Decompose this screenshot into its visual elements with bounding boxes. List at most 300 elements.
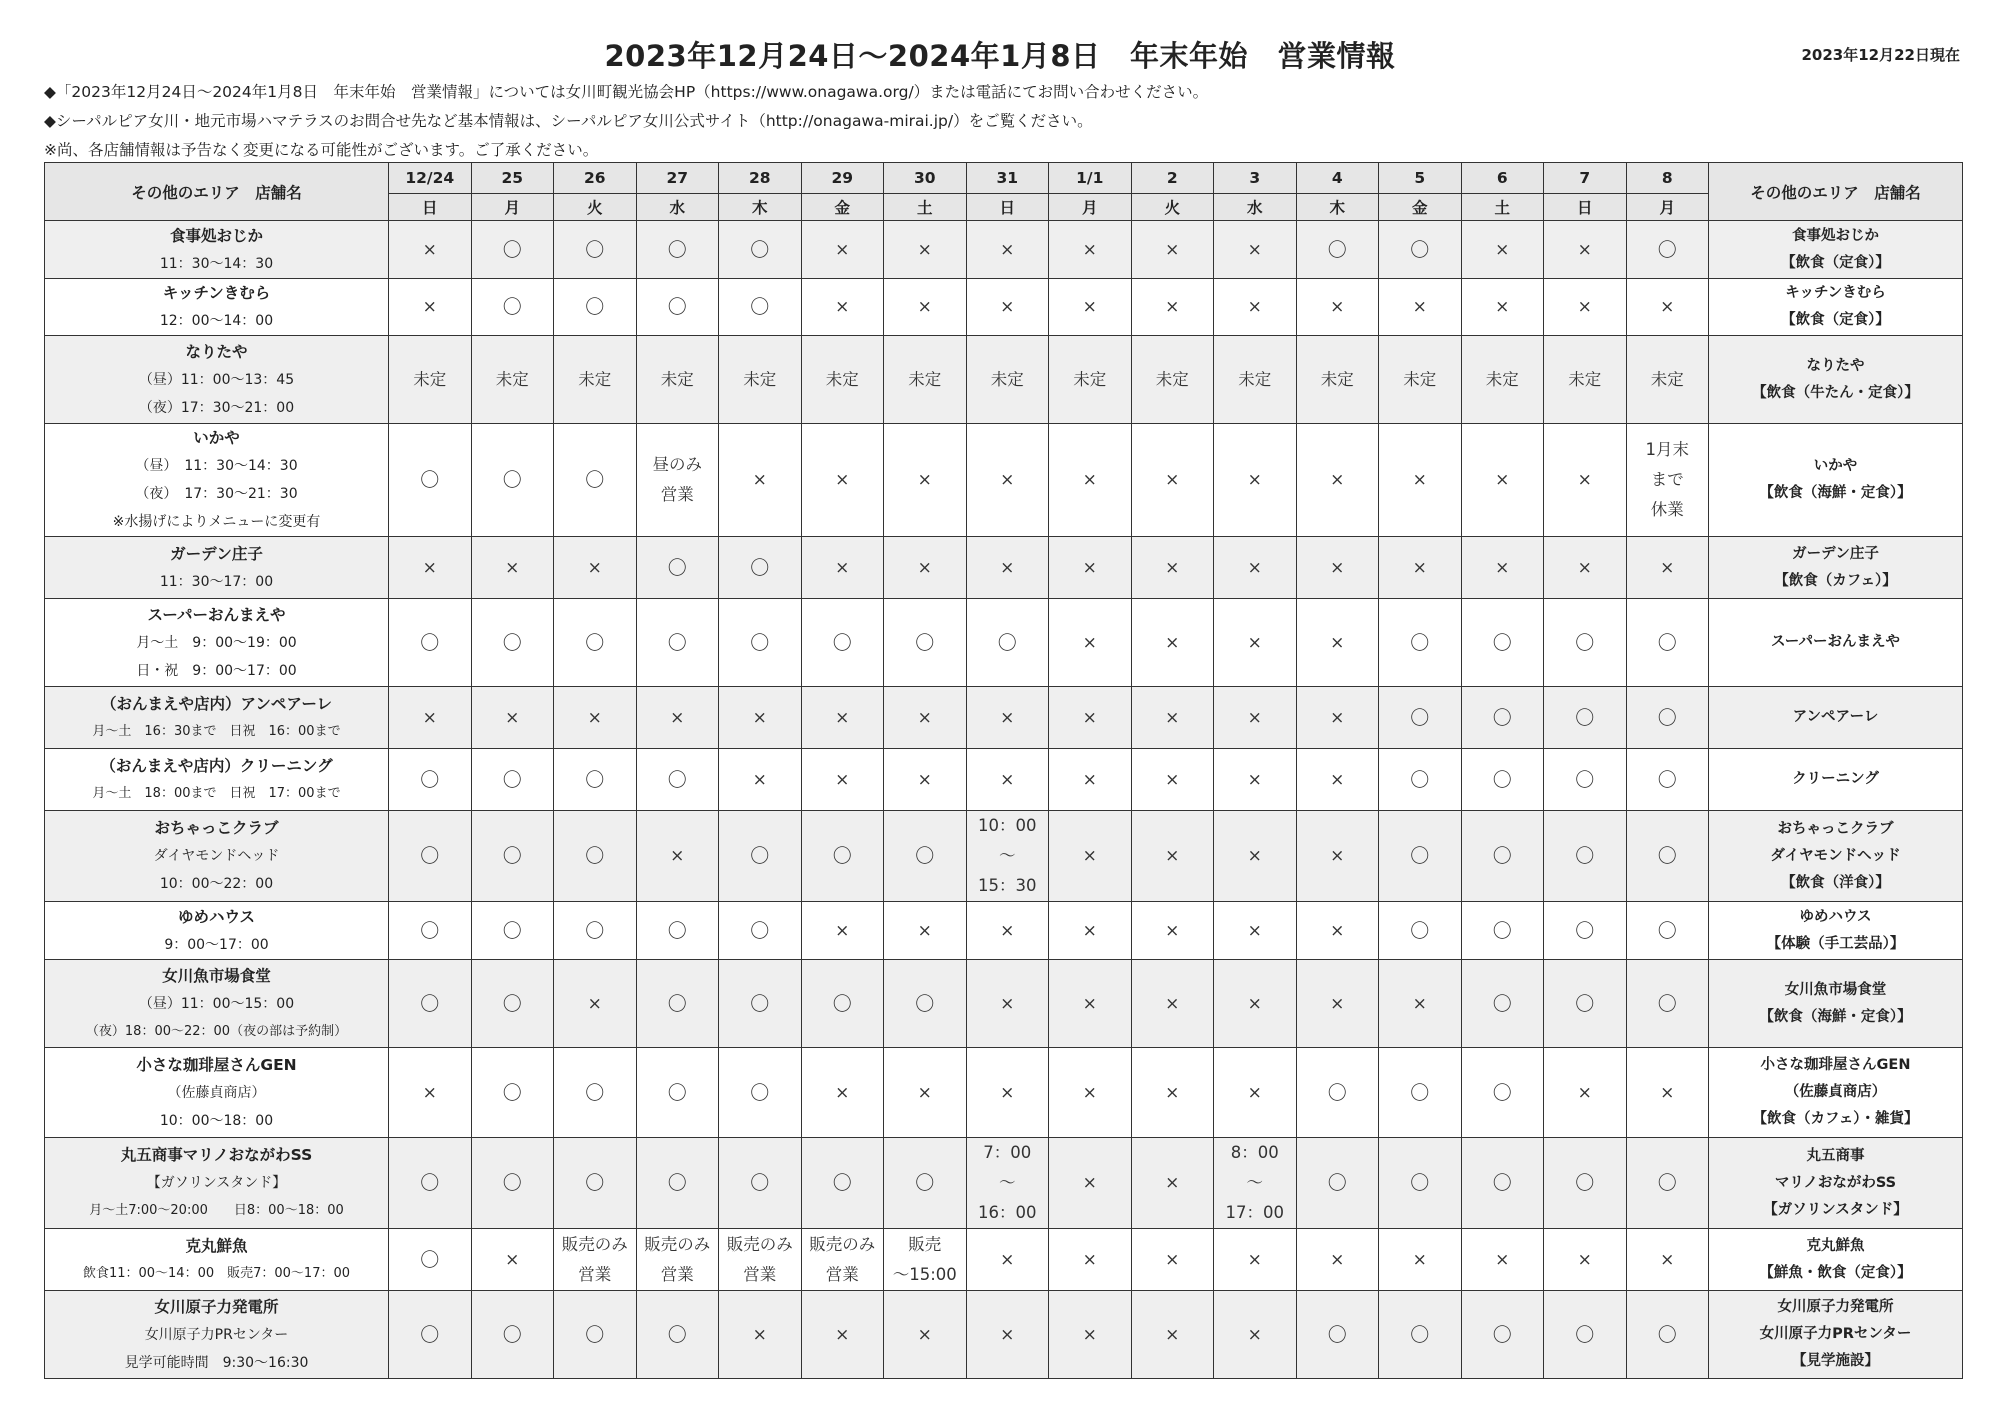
- store-category: 【見学施設】: [1792, 1353, 1879, 1369]
- status-note: [966, 1138, 1049, 1229]
- status-text: ×: [1247, 1324, 1262, 1345]
- status-closed: [966, 749, 1049, 811]
- status-open: [1461, 599, 1544, 687]
- store-name: おちゃっこクラブ: [154, 819, 279, 837]
- status-open: [1379, 902, 1462, 960]
- status-text: ×: [917, 1324, 932, 1345]
- status-text: ×: [670, 707, 685, 728]
- status-text: 〇: [750, 238, 770, 261]
- status-text: ×: [835, 1082, 850, 1103]
- status-closed: [554, 687, 637, 749]
- store-label: 克丸鮮魚: [1806, 1237, 1865, 1254]
- status-text: ×: [1000, 1249, 1015, 1270]
- status-text: 〇: [1575, 631, 1595, 654]
- status-closed: [1049, 599, 1132, 687]
- status-open: [1461, 1291, 1544, 1379]
- status-text: 〇: [420, 469, 440, 491]
- status-open: [636, 1291, 719, 1379]
- store-category: 【飲食（カフェ）・雑貨】: [1752, 1111, 1919, 1127]
- store-hours: 日・祝 9：00～17：00: [136, 662, 297, 679]
- status-text: ×: [917, 297, 932, 317]
- status-open: [554, 599, 637, 687]
- status-open: [1296, 1291, 1379, 1379]
- status-text: ×: [505, 1249, 520, 1270]
- status-text: 未定: [1238, 369, 1272, 389]
- status-closed: [884, 279, 967, 336]
- status-text: 〇: [832, 992, 852, 1015]
- status-open: [719, 1048, 802, 1138]
- status-closed: [1214, 537, 1297, 599]
- status-text: ×: [1247, 1082, 1262, 1103]
- status-open: [471, 221, 554, 279]
- status-open: [884, 599, 967, 687]
- status-text: ×: [1082, 846, 1097, 866]
- status-closed: [1131, 1138, 1214, 1229]
- business-hours-table: [44, 162, 1963, 1379]
- status-closed: [1131, 599, 1214, 687]
- status-open: [636, 902, 719, 960]
- status-text: ×: [1577, 557, 1592, 578]
- status-open: [1544, 960, 1627, 1048]
- store-label: ガーデン庄子: [1792, 545, 1879, 562]
- status-text: ×: [1330, 993, 1345, 1014]
- status-text: 〇: [1327, 1172, 1347, 1194]
- status-closed: [801, 537, 884, 599]
- status-text: ×: [1330, 297, 1345, 317]
- status-open: [636, 221, 719, 279]
- status-open: [471, 1048, 554, 1138]
- status-closed: [801, 1048, 884, 1138]
- status-closed: [554, 537, 637, 599]
- status-closed: [801, 1291, 884, 1379]
- status-text: ×: [1660, 297, 1675, 317]
- weekday-header: 月: [1049, 194, 1132, 221]
- status-closed: [1544, 424, 1627, 537]
- status-text: 〇: [750, 1081, 770, 1104]
- status-text: ×: [1247, 632, 1262, 653]
- status-text: 〇: [1657, 992, 1677, 1015]
- status-closed: [884, 537, 967, 599]
- status-closed: [966, 1048, 1049, 1138]
- store-hours: 見学可能時間 9:30～16:30: [124, 1354, 309, 1371]
- status-text: 〇: [502, 768, 522, 791]
- date-header: 7: [1544, 163, 1627, 194]
- store-category: マリノおながわSS: [1774, 1174, 1897, 1191]
- status-text: 未定: [1650, 369, 1684, 389]
- as-of-date: 2023年12月22日現在: [1801, 46, 1960, 64]
- date-header: 27: [636, 163, 719, 194]
- status-closed: [1214, 960, 1297, 1048]
- status-open: [471, 599, 554, 687]
- status-open: [636, 749, 719, 811]
- status-closed: [1296, 960, 1379, 1048]
- status-text: まで: [1650, 470, 1684, 489]
- status-text: 〇: [1327, 1323, 1347, 1346]
- status-open: [1379, 1291, 1462, 1379]
- status-text: 〇: [502, 296, 522, 318]
- status-closed: [1379, 424, 1462, 537]
- status-closed: [1131, 811, 1214, 902]
- status-text: 〇: [1492, 845, 1512, 867]
- status-text: 〇: [750, 556, 770, 579]
- store-name-cell: [45, 960, 389, 1048]
- status-closed: [801, 749, 884, 811]
- status-text: 〇: [585, 631, 605, 654]
- status-closed: [1049, 279, 1132, 336]
- date-header: 28: [719, 163, 802, 194]
- status-note: [636, 336, 719, 424]
- status-text: ×: [1330, 846, 1345, 866]
- status-closed: [1131, 960, 1214, 1048]
- status-closed: [1461, 537, 1544, 599]
- store-category: 【飲食（海鮮・定食）】: [1759, 1008, 1912, 1025]
- status-text: 1月末: [1645, 440, 1689, 459]
- status-note: [884, 336, 967, 424]
- status-text: 〇: [1575, 1323, 1595, 1346]
- status-text: 〇: [1657, 919, 1677, 942]
- status-note: [1626, 424, 1709, 537]
- store-category: 【飲食（カフェ）】: [1774, 572, 1897, 589]
- status-text: ×: [1577, 297, 1592, 317]
- status-open: [719, 599, 802, 687]
- store-label: おちゃっこクラブ: [1777, 820, 1894, 837]
- right-header: その他のエリア 店舗名: [1709, 163, 1963, 221]
- table-row: [45, 811, 1963, 902]
- status-closed: [719, 749, 802, 811]
- status-text: 〇: [1575, 992, 1595, 1015]
- store-category-cell: [1709, 902, 1963, 960]
- status-open: [1379, 1138, 1462, 1229]
- status-text: ×: [835, 707, 850, 728]
- store-name: （おんまえや店内）クリーニング: [100, 756, 333, 775]
- store-label: ゆめハウス: [1799, 908, 1872, 925]
- status-closed: [1461, 221, 1544, 279]
- status-text: ×: [1165, 993, 1180, 1014]
- status-closed: [801, 687, 884, 749]
- status-text: ×: [670, 846, 685, 866]
- status-closed: [1049, 749, 1132, 811]
- status-note: [966, 811, 1049, 902]
- status-text: 〇: [915, 992, 935, 1015]
- status-text: ×: [1000, 557, 1015, 578]
- status-open: [389, 960, 472, 1048]
- status-text: 〇: [1410, 919, 1430, 942]
- table-row: [45, 424, 1963, 537]
- store-category-cell: [1709, 221, 1963, 279]
- status-text: ×: [1082, 239, 1097, 260]
- store-category: 【飲食（海鮮・定食）】: [1759, 485, 1912, 501]
- status-text: ×: [1000, 993, 1015, 1014]
- status-open: [1544, 902, 1627, 960]
- status-text: 〇: [915, 845, 935, 867]
- status-text: ×: [1000, 297, 1015, 317]
- status-text: ×: [1165, 1324, 1180, 1345]
- status-text: 〇: [420, 1172, 440, 1194]
- store-name-cell: [45, 279, 389, 336]
- status-closed: [1131, 279, 1214, 336]
- status-text: 〇: [1575, 706, 1595, 729]
- store-category-cell: [1709, 811, 1963, 902]
- status-closed: [1131, 902, 1214, 960]
- store-category: ダイヤモンドヘッド: [1770, 847, 1901, 864]
- status-text: 〇: [420, 1248, 440, 1271]
- status-text: ×: [1000, 470, 1015, 490]
- status-text: ×: [1412, 297, 1427, 317]
- status-open: [884, 811, 967, 902]
- status-text: 〇: [1410, 1323, 1430, 1346]
- status-closed: [1049, 1138, 1132, 1229]
- status-closed: [966, 1229, 1049, 1291]
- status-closed: [1379, 537, 1462, 599]
- status-open: [719, 811, 802, 902]
- status-closed: [966, 221, 1049, 279]
- status-text: ×: [917, 1082, 932, 1103]
- status-open: [1461, 1048, 1544, 1138]
- status-text: ×: [917, 769, 932, 790]
- status-open: [1626, 1291, 1709, 1379]
- status-text: 未定: [495, 369, 529, 389]
- status-open: [636, 279, 719, 336]
- status-text: 〇: [1410, 768, 1430, 791]
- status-closed: [1544, 1229, 1627, 1291]
- store-category-cell: [1709, 424, 1963, 537]
- status-note: [801, 1229, 884, 1291]
- weekday-header: 金: [801, 194, 884, 221]
- store-name: いかや: [193, 429, 240, 447]
- status-closed: [1544, 1048, 1627, 1138]
- status-text: 〇: [502, 845, 522, 867]
- status-open: [471, 749, 554, 811]
- status-closed: [1049, 221, 1132, 279]
- status-text: 〇: [667, 556, 687, 579]
- status-text: 〇: [1492, 992, 1512, 1015]
- status-text: 〇: [832, 1172, 852, 1194]
- status-text: ×: [835, 769, 850, 790]
- status-text: ×: [1412, 1249, 1427, 1270]
- status-text: 〇: [1492, 706, 1512, 729]
- status-open: [884, 1138, 967, 1229]
- status-open: [719, 221, 802, 279]
- status-text: ×: [1165, 632, 1180, 653]
- status-open: [1461, 687, 1544, 749]
- status-closed: [801, 424, 884, 537]
- status-open: [719, 1138, 802, 1229]
- date-header: 6: [1461, 163, 1544, 194]
- status-text: 販売のみ: [809, 1234, 876, 1254]
- status-open: [471, 1138, 554, 1229]
- store-hours: （昼）11：00～15：00: [138, 995, 295, 1012]
- status-text: ×: [752, 769, 767, 790]
- status-text: 〇: [667, 768, 687, 791]
- store-hours: （昼） 11：30～14：30: [135, 458, 298, 474]
- status-note: [1544, 336, 1627, 424]
- status-text: ×: [1165, 239, 1180, 260]
- status-text: ×: [1000, 920, 1015, 941]
- status-open: [1379, 221, 1462, 279]
- status-text: ×: [1247, 470, 1262, 490]
- status-text: ×: [1082, 1082, 1097, 1103]
- date-header: 3: [1214, 163, 1297, 194]
- store-name-cell: [45, 687, 389, 749]
- status-text: 未定: [990, 369, 1024, 389]
- status-text: ×: [1165, 297, 1180, 317]
- store-category-cell: [1709, 960, 1963, 1048]
- table-row: [45, 537, 1963, 599]
- status-open: [1296, 221, 1379, 279]
- date-header: 26: [554, 163, 637, 194]
- status-closed: [471, 687, 554, 749]
- status-closed: [1544, 537, 1627, 599]
- status-closed: [1049, 537, 1132, 599]
- store-category-cell: [1709, 599, 1963, 687]
- status-text: 〇: [420, 919, 440, 942]
- status-text: ～: [1246, 1173, 1263, 1192]
- status-open: [719, 279, 802, 336]
- status-text: ×: [587, 557, 602, 578]
- status-closed: [1296, 279, 1379, 336]
- status-open: [801, 599, 884, 687]
- status-text: ×: [1000, 707, 1015, 728]
- status-text: ×: [422, 707, 437, 728]
- status-text: 販売のみ: [726, 1234, 793, 1254]
- status-text: 〇: [420, 992, 440, 1015]
- status-closed: [1049, 424, 1132, 537]
- status-note: [884, 1229, 967, 1291]
- status-open: [389, 811, 472, 902]
- status-text: 〇: [502, 631, 522, 654]
- status-text: 16：00: [978, 1203, 1037, 1222]
- store-label: クリーニング: [1792, 771, 1879, 787]
- status-open: [1544, 1138, 1627, 1229]
- store-hours: ダイヤモンドヘッド: [153, 848, 280, 864]
- status-open: [1544, 749, 1627, 811]
- store-hours: 月～土7:00～20:00 日8：00～18：00: [89, 1203, 344, 1218]
- status-text: 販売: [908, 1234, 942, 1254]
- status-note: [1214, 336, 1297, 424]
- status-note: [471, 336, 554, 424]
- store-name: 克丸鮮魚: [185, 1236, 248, 1255]
- status-text: 〇: [585, 238, 605, 261]
- status-note: [636, 1229, 719, 1291]
- status-closed: [1296, 599, 1379, 687]
- weekday-header: 水: [636, 194, 719, 221]
- status-text: 営業: [825, 1264, 859, 1284]
- status-closed: [1461, 424, 1544, 537]
- status-open: [1544, 811, 1627, 902]
- status-closed: [884, 749, 967, 811]
- store-hours: 12：00～14：00: [159, 313, 274, 329]
- table-row: [45, 960, 1963, 1048]
- status-text: ×: [422, 297, 437, 317]
- status-text: ×: [835, 297, 850, 317]
- store-label: 丸五商事: [1806, 1147, 1865, 1164]
- status-closed: [1296, 749, 1379, 811]
- status-open: [554, 902, 637, 960]
- status-open: [1379, 811, 1462, 902]
- status-text: 販売のみ: [561, 1234, 628, 1254]
- status-note: [1049, 336, 1132, 424]
- status-text: 〇: [1657, 631, 1677, 654]
- store-hours: （夜）18：00～22：00（夜の部は予約制）: [85, 1023, 348, 1039]
- status-text: ×: [1330, 920, 1345, 941]
- status-text: 〇: [502, 238, 522, 261]
- status-closed: [884, 1291, 967, 1379]
- status-text: ×: [917, 470, 932, 490]
- status-text: 〇: [750, 919, 770, 942]
- status-text: 未定: [743, 369, 777, 389]
- status-text: 10：00: [978, 816, 1037, 835]
- weekday-header: 水: [1214, 194, 1297, 221]
- store-name-cell: [45, 749, 389, 811]
- store-hours: （昼）11：00～13：45: [138, 371, 295, 388]
- status-closed: [1296, 687, 1379, 749]
- status-open: [1461, 960, 1544, 1048]
- status-text: 〇: [502, 992, 522, 1015]
- store-name-cell: [45, 221, 389, 279]
- status-text: 〇: [1657, 1323, 1677, 1346]
- status-open: [1626, 221, 1709, 279]
- status-text: ×: [1577, 1249, 1592, 1270]
- status-closed: [1544, 279, 1627, 336]
- status-open: [389, 1138, 472, 1229]
- status-open: [1626, 749, 1709, 811]
- status-closed: [966, 279, 1049, 336]
- status-text: 15：30: [978, 876, 1037, 895]
- status-text: ×: [1247, 239, 1262, 260]
- weekday-header: 日: [1544, 194, 1627, 221]
- status-text: 〇: [1657, 768, 1677, 791]
- status-closed: [884, 687, 967, 749]
- status-text: ×: [1495, 297, 1510, 317]
- status-text: 〇: [915, 631, 935, 654]
- status-closed: [1049, 902, 1132, 960]
- status-text: ×: [1247, 920, 1262, 941]
- status-text: ×: [1082, 297, 1097, 317]
- status-text: ×: [835, 920, 850, 941]
- status-closed: [1049, 960, 1132, 1048]
- status-text: 未定: [1403, 369, 1437, 389]
- status-closed: [966, 537, 1049, 599]
- status-text: ×: [1082, 1249, 1097, 1270]
- status-text: 〇: [1657, 845, 1677, 867]
- status-text: ×: [917, 920, 932, 941]
- store-category-cell: [1709, 1291, 1963, 1379]
- status-text: ×: [1330, 707, 1345, 728]
- store-name-cell: [45, 599, 389, 687]
- status-text: 営業: [578, 1264, 612, 1284]
- status-open: [471, 1291, 554, 1379]
- status-note: [1461, 336, 1544, 424]
- weekday-header: 月: [1626, 194, 1709, 221]
- status-text: ×: [1495, 239, 1510, 260]
- status-note: [1214, 1138, 1297, 1229]
- status-text: ×: [1330, 470, 1345, 490]
- status-text: ×: [1330, 632, 1345, 653]
- status-text: 〇: [750, 296, 770, 318]
- status-open: [1461, 1138, 1544, 1229]
- status-text: 〇: [1410, 845, 1430, 867]
- status-text: ×: [1412, 470, 1427, 490]
- status-closed: [1296, 902, 1379, 960]
- status-closed: [1131, 687, 1214, 749]
- status-closed: [966, 687, 1049, 749]
- store-category: 【飲食（洋食）】: [1781, 874, 1890, 891]
- status-open: [389, 749, 472, 811]
- status-closed: [884, 221, 967, 279]
- status-text: 未定: [908, 369, 942, 389]
- table-row: [45, 1291, 1963, 1379]
- status-closed: [1379, 279, 1462, 336]
